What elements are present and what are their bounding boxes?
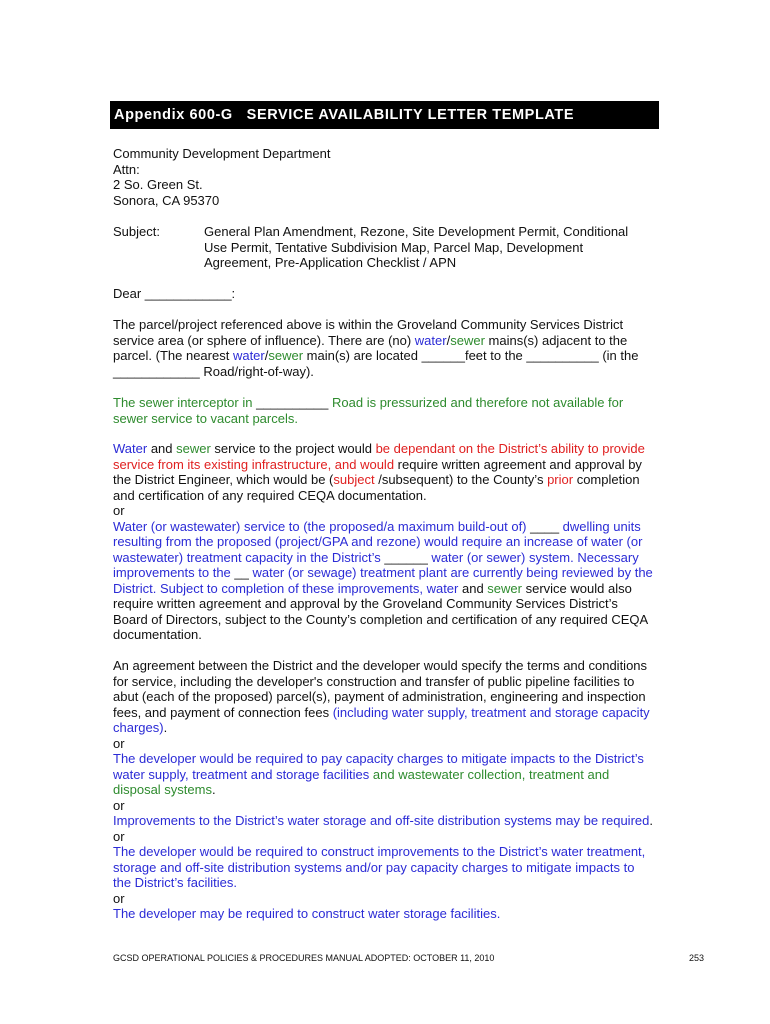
- text-line: The parcel/project referenced above is within the Groveland Community Services District: [113, 317, 624, 332]
- text-line: or: [113, 797, 125, 813]
- text-line: Improvements to the District’s water storage and off-site distribution systems may be required.: [113, 813, 653, 828]
- text-line: The developer may be required to construct water storage facilities.: [113, 906, 501, 921]
- text-line: service area (or sphere of influence). There are (no) water/sewer mains(s) adjacent to the: [113, 332, 628, 348]
- text-line: or: [113, 828, 125, 844]
- paragraph-agreement: [113, 658, 658, 922]
- page-number: 253: [689, 953, 705, 963]
- text-line: for service, including the developer's construction and transfer of public pipeline facilities to: [113, 673, 635, 689]
- text-line: An agreement between the District and the developer would specify the terms and conditions: [113, 658, 648, 673]
- text-line: or: [113, 890, 125, 906]
- text-line: the District’s facilities.: [113, 875, 238, 890]
- text-line: documentation.: [113, 627, 202, 642]
- text-line: and certification of any required CEQA documentation.: [113, 487, 427, 503]
- address-line: Community Development Department: [113, 146, 331, 161]
- text-line: wastewater) treatment capacity in the District’s ______ water (or sewer) system. Necessary: [113, 549, 639, 565]
- text-line: ____________ Road/right-of-way).: [113, 363, 314, 379]
- footer-manual-title: GCSD OPERATIONAL POLICIES & PROCEDURES MANUAL ADOPTED: OCTOBER 11, 2010: [113, 953, 495, 963]
- text-line: require written agreement and approval by the Groveland Community Services District’s: [113, 596, 618, 611]
- text-line: water supply, treatment and storage facilities and wastewater collection, treatment and: [113, 766, 610, 782]
- text-line: abut (each of the proposed) parcel(s), payment of administration, engineering and inspection: [113, 689, 646, 704]
- text-line: Board of Directors, subject to the County’s completion and certification of any required CEQA: [113, 611, 649, 627]
- text-line: The developer would be required to pay capacity charges to mitigate impacts to the District’s: [113, 751, 644, 766]
- paragraph-water-sewer-service: [113, 441, 658, 643]
- text-line: fees, and payment of connection fees (including water supply, treatment and storage capacity: [113, 704, 650, 720]
- paragraph-sewer-interceptor: [113, 395, 658, 426]
- text-line: service from its existing infrastructure, and would require written agreement and approval by: [113, 456, 642, 472]
- text-line: charges).: [113, 720, 168, 735]
- subject-line: Use Permit, Tentative Subdivision Map, Parcel Map, Development: [204, 239, 584, 255]
- text-line: Water (or wastewater) service to (the proposed/a maximum build-out of) ____ dwelling units: [113, 518, 641, 534]
- text-line: improvements to the __ water (or sewage) treatment plant are currently being reviewed by the: [113, 565, 653, 580]
- text-line: parcel. (The nearest water/sewer main(s) are located ______feet to the __________ (in the: [113, 348, 639, 363]
- text-line: The sewer interceptor in __________ Road is pressurized and therefore not available for: [113, 395, 624, 410]
- subject-text: [204, 224, 659, 271]
- text-line: sewer service to vacant parcels.: [113, 410, 298, 426]
- subject-line: Agreement, Pre-Application Checklist / APN: [204, 255, 457, 270]
- address-line: 2 So. Green St.: [113, 177, 203, 192]
- text-line: Water and sewer service to the project would be dependant on the District’s ability to provide: [113, 441, 645, 456]
- text-line: resulting from the proposed (project/GPA and rezone) would require an increase of water (or: [113, 534, 643, 549]
- text-line: The developer would be required to construct improvements to the District’s water treatment,: [113, 844, 646, 859]
- text-line: or: [113, 735, 125, 751]
- text-line: the District Engineer, which would be (subject /subsequent) to the County’s prior completion: [113, 472, 640, 487]
- appendix-title: Appendix 600-G SERVICE AVAILABILITY LETTER TEMPLATE: [114, 107, 575, 123]
- address-line: Attn:: [113, 161, 140, 177]
- address-line: Sonora, CA 95370: [113, 192, 220, 208]
- text-line: disposal systems.: [113, 782, 216, 797]
- text-line: or: [113, 503, 125, 518]
- subject-line: General Plan Amendment, Rezone, Site Development Permit, Conditional: [204, 224, 629, 239]
- appendix-title-bar: [110, 101, 659, 129]
- subject-label: Subject:: [113, 224, 160, 239]
- recipient-address: [113, 146, 658, 208]
- text-line: District. Subject to completion of these improvements, water and sewer service would also: [113, 580, 632, 596]
- salutation: Dear ____________:: [113, 286, 236, 301]
- paragraph-service-area: [113, 317, 658, 379]
- text-line: storage and off-site distribution systems and/or pay capacity charges to mitigate impacts to: [113, 859, 635, 875]
